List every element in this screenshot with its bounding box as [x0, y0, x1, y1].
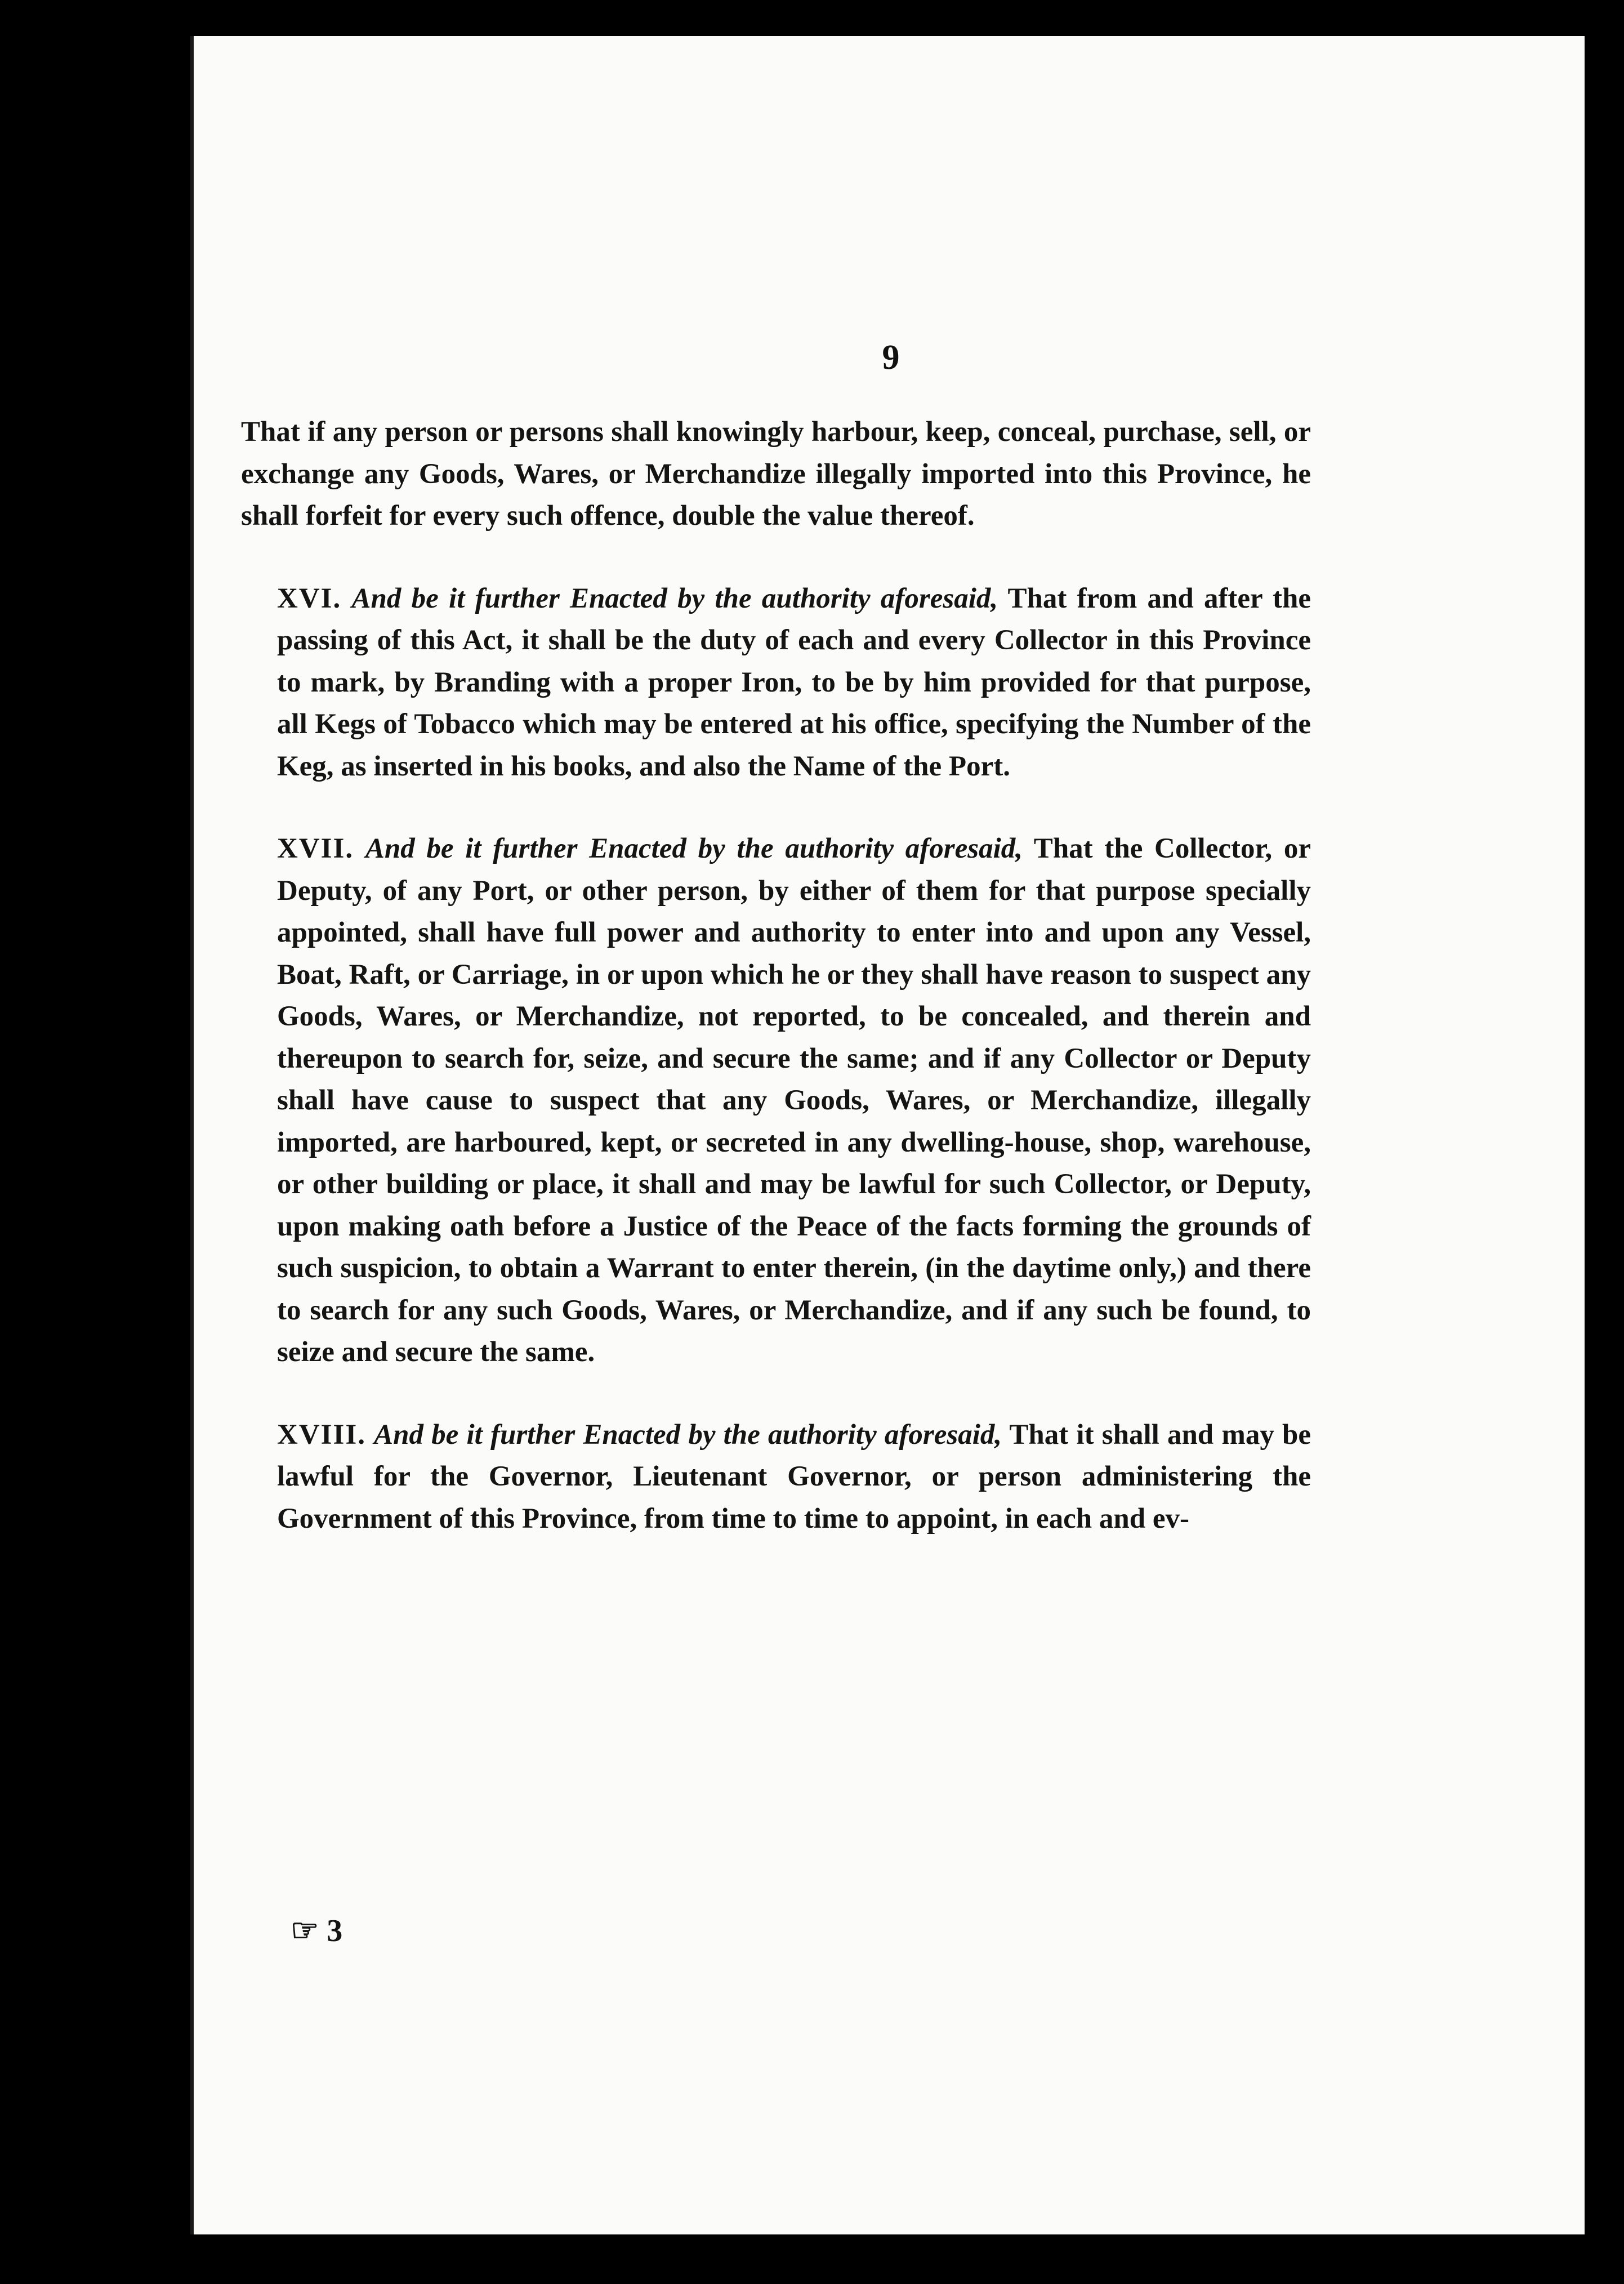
section-number: XVIII. [277, 1418, 366, 1451]
paragraph-section-xviii [241, 1414, 1311, 1540]
text-column [241, 411, 1311, 1540]
scan-border-right [1585, 0, 1624, 2284]
paragraph-continuation [241, 411, 1311, 537]
paragraph-body: That if any person or persons shall knowingly harbour, keep, conceal, purchase, sell, or exchange any Goods, Wares, or Merchandize illegally imported into this Province, he shall forfeit for every such offence, double the value thereof. [241, 416, 1311, 532]
section-number: XVI. [277, 582, 342, 614]
paragraph-body: That the Collector, or Deputy, of any Port, or other person, by either of them for that purpose specially appointed, shall have full power and authority to enter into and upon any Vessel, Boat, Raft, or Carriage, in or upon which he or they shall have reason to suspect any Goods, Wares, or Merchandize, not reported, to be concealed, and therein and thereupon to search for, seize, and secure the same; and if any Collector or Deputy shall have cause to suspect that any Goods, Wares, or Merchandize, illegally imported, are harboured, kept, or secreted in any dwelling-house, shop, warehouse, or other building or place, it shall and may be lawful for such Collector, or Deputy, upon making oath before a Justice of the Peace of the facts forming the grounds of such suspicion, to obtain a Warrant to enter therein, (in the daytime only,) and there to search for any such Goods, Wares, or Merchandize, and if any such be found, to seize and secure the same. [277, 833, 1311, 1368]
paragraph-body: That from and after the passing of this Act, it shall be the duty of each and every Collector in this Province to mark, by Branding with a proper Iron, to be by him provided for that purpose, all Kegs of Tobacco which may be entered at his office, specifying the Number of the Keg, as inserted in his books, and also the Name of the Port. [277, 582, 1311, 782]
enactment-clause: And be it further Enacted by the authority aforesaid, [365, 833, 1023, 864]
enactment-clause: And be it further Enacted by the authority aforesaid, [351, 582, 998, 614]
paragraph-section-xvi [241, 578, 1311, 788]
paragraph-section-xvii [241, 828, 1311, 1373]
paragraph-body: That it shall and may be lawful for the Governor, Lieutenant Governor, or person administering the Government of this Province, from time to time to appoint, in each and ev- [277, 1418, 1311, 1534]
scan-border-bottom [0, 2234, 1624, 2284]
scan-border-top [0, 0, 1624, 36]
enactment-clause: And be it further Enacted by the authority aforesaid, [374, 1418, 1002, 1451]
scan-border-left [0, 0, 190, 2284]
signature-mark: ☞ 3 [291, 1913, 343, 1948]
section-number: XVII. [277, 833, 354, 864]
page-number: 9 [882, 338, 900, 377]
